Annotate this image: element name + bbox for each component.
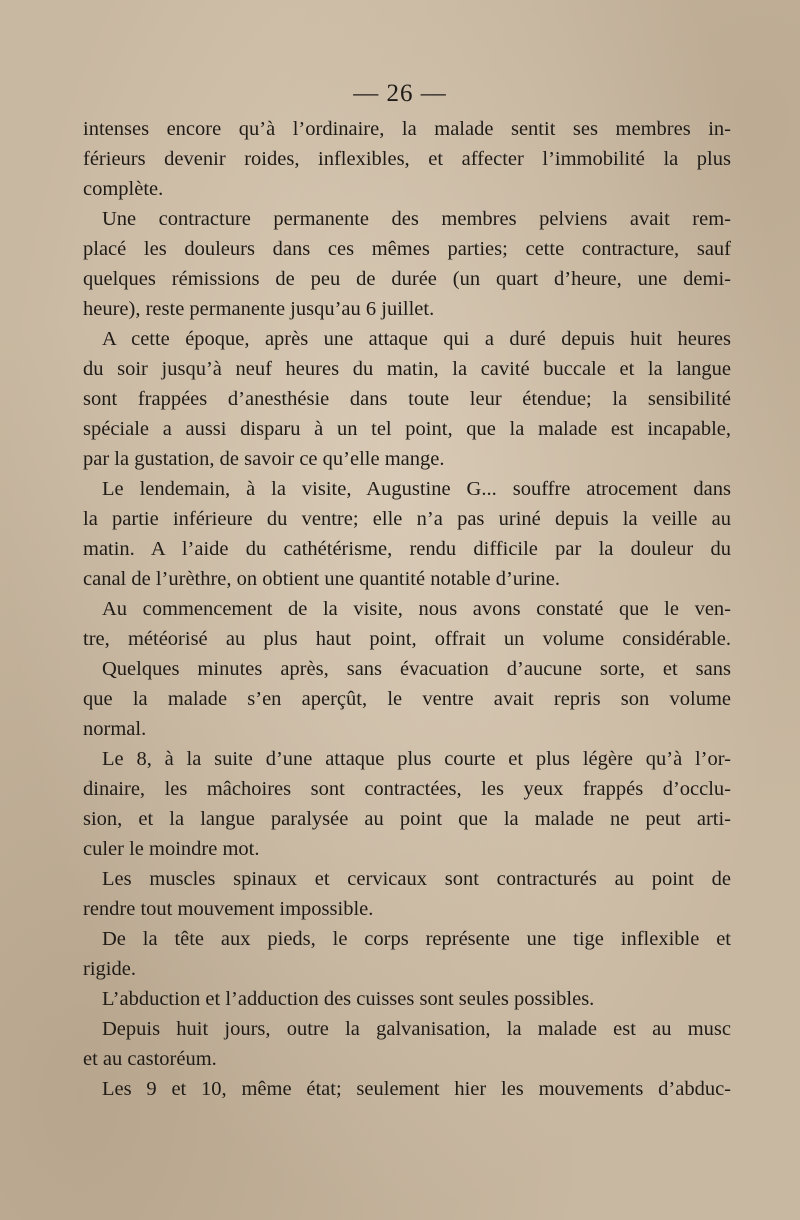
- text-line: A cette époque, après une attaque qui a duré depuis huit heures: [102, 328, 731, 350]
- text-line: heure), reste permanente jusqu’au 6 juillet.: [83, 298, 435, 320]
- text-line: et au castoréum.: [83, 1048, 217, 1070]
- text-line: du soir jusqu’à neuf heures du matin, la cavité buccale et la langue: [83, 358, 731, 380]
- text-line: intenses encore qu’à l’ordinaire, la malade sentit ses membres in-: [83, 118, 731, 140]
- text-line: De la tête aux pieds, le corps représente une tige inflexible et: [102, 928, 731, 950]
- text-line: Depuis huit jours, outre la galvanisation, la malade est au musc: [102, 1018, 731, 1040]
- text-line: L’abduction et l’adduction des cuisses sont seules possibles.: [102, 988, 595, 1010]
- text-line: rigide.: [83, 958, 136, 980]
- text-line: quelques rémissions de peu de durée (un quart d’heure, une demi-: [83, 268, 731, 290]
- text-line: Quelques minutes après, sans évacuation d’aucune sorte, et sans: [102, 658, 731, 680]
- text-line: Le 8, à la suite d’une attaque plus courte et plus légère qu’à l’or-: [102, 748, 731, 770]
- body-text: [83, 114, 731, 1104]
- text-line: Au commencement de la visite, nous avons constaté que le ven-: [102, 598, 731, 620]
- text-line: normal.: [83, 718, 147, 740]
- text-line: férieurs devenir roides, inflexibles, et affecter l’immobilité la plus: [83, 148, 731, 170]
- text-line: canal de l’urèthre, on obtient une quantité notable d’urine.: [83, 568, 561, 590]
- page-number: — 26 —: [353, 80, 447, 107]
- text-line: complète.: [83, 178, 164, 200]
- text-line: par la gustation, de savoir ce qu’elle mange.: [83, 448, 445, 470]
- text-line: rendre tout mouvement impossible.: [83, 898, 374, 920]
- text-line: Le lendemain, à la visite, Augustine G... souffre atrocement dans: [102, 478, 731, 500]
- text-line: Les 9 et 10, même état; seulement hier les mouvements d’abduc-: [102, 1078, 731, 1100]
- text-line: Les muscles spinaux et cervicaux sont contracturés au point de: [102, 868, 731, 890]
- text-line: la partie inférieure du ventre; elle n’a pas uriné depuis la veille au: [83, 508, 731, 530]
- text-line: sion, et la langue paralysée au point que la malade ne peut arti-: [83, 808, 731, 830]
- text-line: placé les douleurs dans ces mêmes parties; cette contracture, sauf: [83, 238, 731, 260]
- text-line: que la malade s’en aperçût, le ventre avait repris son volume: [83, 688, 731, 710]
- text-line: Une contracture permanente des membres pelviens avait rem-: [102, 208, 731, 230]
- text-line: culer le moindre mot.: [83, 838, 260, 860]
- text-line: spéciale a aussi disparu à un tel point, que la malade est incapable,: [83, 418, 731, 440]
- text-line: matin. A l’aide du cathétérisme, rendu difficile par la douleur du: [83, 538, 731, 560]
- text-line: dinaire, les mâchoires sont contractées, les yeux frappés d’occlu-: [83, 778, 731, 800]
- text-line: sont frappées d’anesthésie dans toute leur étendue; la sensibilité: [83, 388, 731, 410]
- text-line: tre, météorisé au plus haut point, offrait un volume considérable.: [83, 628, 731, 650]
